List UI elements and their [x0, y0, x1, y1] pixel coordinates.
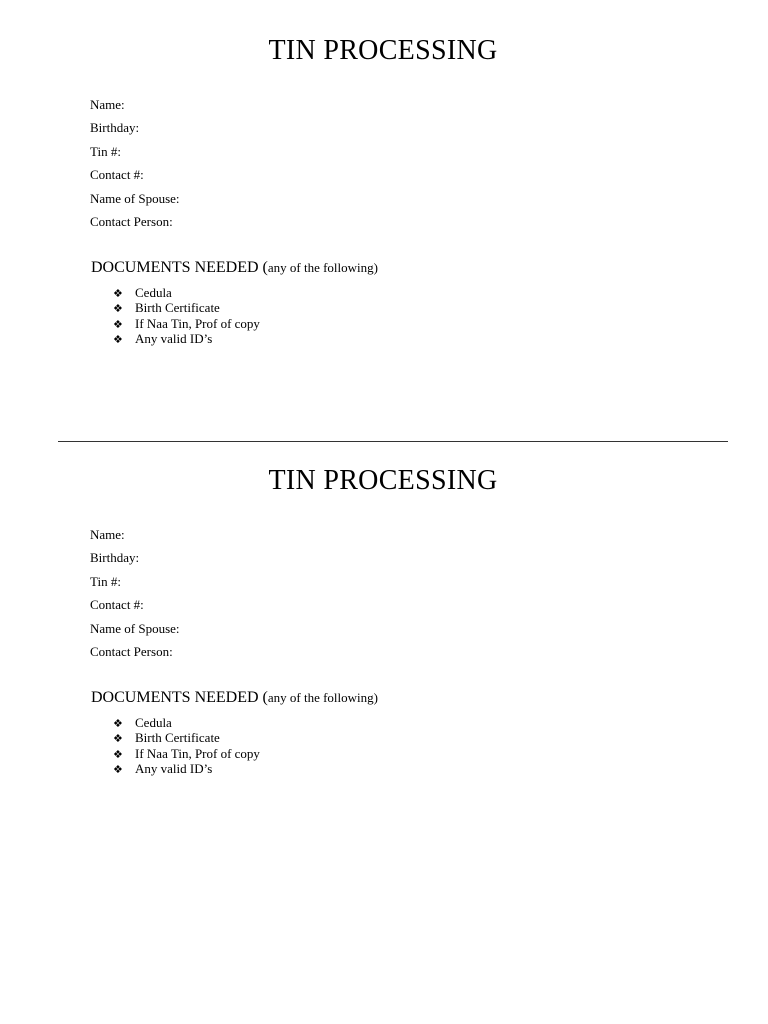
diamond-bullet-icon: ❖ [113, 332, 123, 346]
field-name-label: Name: [90, 527, 125, 542]
document-label: Any valid ID’s [135, 330, 213, 346]
documents-list [113, 285, 260, 346]
field-tin-label: Tin #: [90, 143, 121, 159]
field-contact-label: Contact #: [90, 597, 144, 613]
cut-line-divider [58, 441, 728, 442]
diamond-bullet-icon: ❖ [113, 747, 123, 761]
diamond-bullet-icon: ❖ [113, 302, 123, 316]
document-label: Cedula [135, 715, 172, 730]
document-label: If Naa Tin, Prof of copy [135, 745, 260, 761]
list-item [113, 730, 260, 745]
document-label: Birth Certificate [135, 300, 220, 316]
documents-note: any of the following) [267, 690, 378, 705]
list-item [113, 285, 260, 300]
document-label: If Naa Tin, Prof of copy [135, 315, 260, 331]
page-title: TIN PROCESSING [268, 465, 498, 496]
document-label: Any valid ID’s [135, 760, 213, 776]
list-item [113, 300, 260, 315]
field-birthday-label: Birthday: [90, 550, 140, 566]
list-item [113, 715, 260, 730]
field-contact-person-label: Contact Person: [90, 643, 173, 659]
field-list [90, 93, 180, 233]
list-item [113, 746, 260, 761]
field-name-label: Name: [90, 97, 125, 112]
document-label: Cedula [135, 285, 172, 300]
field-list [90, 523, 180, 663]
documents-list [113, 715, 260, 776]
documents-heading [91, 258, 378, 278]
documents-note: any of the following) [267, 260, 378, 275]
diamond-bullet-icon: ❖ [113, 717, 123, 730]
diamond-bullet-icon: ❖ [113, 317, 123, 331]
documents-heading [91, 688, 378, 708]
list-item [113, 331, 260, 346]
diamond-bullet-icon: ❖ [113, 287, 123, 300]
field-spouse-label: Name of Spouse: [90, 620, 180, 636]
list-item [113, 316, 260, 331]
document-label: Birth Certificate [135, 730, 220, 746]
list-item [113, 761, 260, 776]
field-contact-label: Contact #: [90, 167, 144, 183]
documents-heading-text: DOCUMENTS NEEDED ( [91, 689, 268, 706]
diamond-bullet-icon: ❖ [113, 732, 123, 746]
field-contact-person-label: Contact Person: [90, 213, 173, 229]
documents-heading-text: DOCUMENTS NEEDED ( [91, 259, 268, 276]
field-tin-label: Tin #: [90, 573, 121, 589]
page-title: TIN PROCESSING [268, 35, 498, 66]
diamond-bullet-icon: ❖ [113, 762, 123, 776]
field-spouse-label: Name of Spouse: [90, 190, 180, 206]
field-birthday-label: Birthday: [90, 120, 140, 136]
